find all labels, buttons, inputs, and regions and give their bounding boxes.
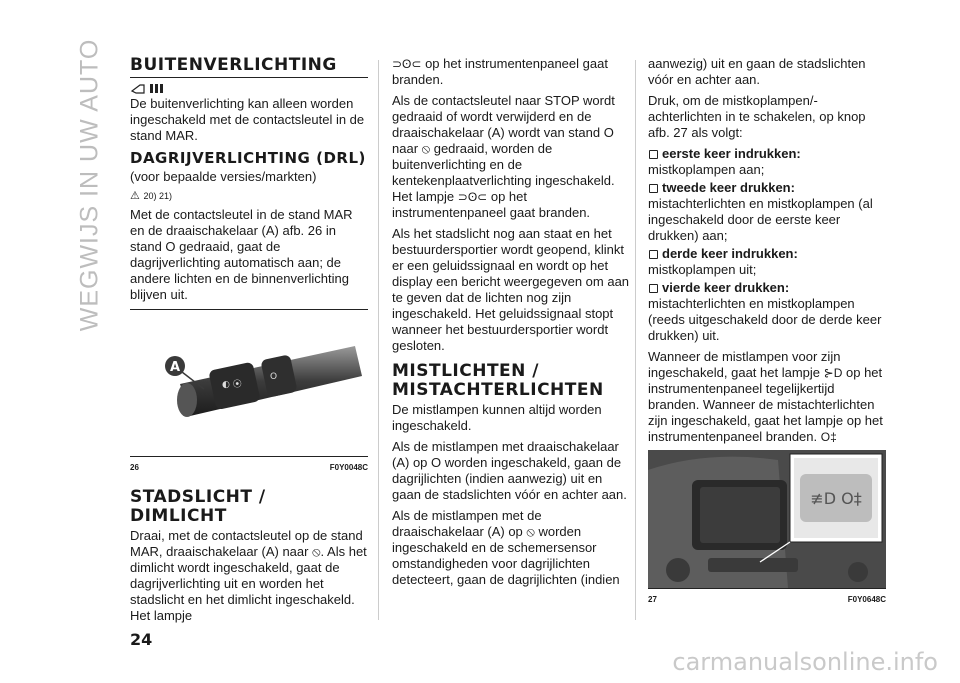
bullet-box-icon [649, 150, 658, 159]
figure-code: F0Y0648C [847, 595, 886, 604]
col3-p3b-text: op het instrumentenpaneel tegelijkertijd branden. Wanneer de mistachterlichten zijn ingeschakeld, gaat het lampje op het instrumentenpaneel branden. [648, 365, 883, 444]
figure-27-caption [648, 592, 886, 608]
section-title-drl: DAGRIJVERLICHTING (DRL) [130, 149, 366, 167]
bullet-box-icon [649, 284, 658, 293]
step-item [648, 280, 886, 344]
drl-warning-refs [130, 187, 368, 204]
drl-paragraph: Met de contactsleutel in de stand MAR en de draaischakelaar (A) afb. 26 in stand O gedraaid, gaat de dagrijverlichting automatisch aan; de andere lichten en de binnenverlichting blijven uit. [130, 207, 353, 302]
section-title-mistlichten: MISTLICHTEN / MISTACHTERLICHTEN [392, 361, 604, 400]
drl-subtitle: (voor bepaalde versies/markten) [130, 169, 317, 184]
figure-26-caption [130, 460, 368, 476]
step-text: mistkoplampen uit; [648, 262, 757, 277]
step-heading: derde keer indrukken: [662, 246, 798, 261]
section-title-buitenverlichting: BUITENVERLICHTING [130, 55, 337, 75]
col3-paragraph-3 [648, 349, 886, 445]
column-divider [635, 60, 636, 620]
step-item [648, 180, 886, 244]
svg-text:O: O [270, 372, 278, 382]
col2-paragraph-1 [392, 56, 630, 88]
bullet-box-icon [649, 250, 658, 259]
bullet-box-icon [649, 184, 658, 193]
side-section-tab [60, 40, 120, 330]
figure-27 [648, 450, 886, 588]
col3-p3-text: Wanneer de mistlampen voor zijn ingeschakeld, gaat het lampje [648, 349, 841, 380]
stalk-switch-image [130, 314, 368, 454]
callout-a: A [169, 360, 181, 375]
section-title-stadslicht: STADSLICHT / DIMLICHT [130, 487, 266, 526]
press-steps-list [648, 146, 886, 344]
watermark: carmanualsonline.info [672, 648, 938, 676]
step-heading: tweede keer drukken: [662, 180, 795, 195]
col2-p1-text: op het instrumentenpaneel gaat branden. [392, 56, 608, 87]
rear-fog-icon: O‡ [820, 430, 837, 444]
warning-icon: ⚠ [130, 190, 140, 202]
intro-paragraph: De buitenverlichting kan alleen worden ingeschakeld met de contactsleutel in de stand MAR. [130, 96, 365, 143]
col2-p2b-text: op het instrumentenpaneel gaat branden. [392, 189, 591, 220]
step-text: mistachterlichten en mistkoplampen (al ingeschakeld door de eerste keer drukken) aan; [648, 196, 873, 243]
title-rule [130, 77, 368, 78]
figure-bottom-rule [648, 588, 886, 589]
warning-refs-text: 20) 21) [143, 191, 173, 201]
step-item [648, 246, 886, 278]
step-heading: vierde keer drukken: [662, 280, 790, 295]
dashboard-panel-image [648, 450, 886, 588]
col2-paragraph-5: Als de mistlampen met draaischakelaar (A) op O worden ingeschakeld, gaan de dagrijlichten (indien aanwezig) uit en gaan de stadslichten vóór en achter aan. [392, 439, 627, 502]
col2-paragraph-2 [392, 93, 630, 221]
figure-code: F0Y0048C [329, 463, 368, 472]
step-heading: eerste keer indrukken: [662, 146, 801, 161]
step-text: mistkoplampen aan; [648, 162, 765, 177]
column-2 [392, 56, 630, 593]
stadslicht-paragraph: Draai, met de contactsleutel op de stand MAR, draaischakelaar (A) naar ⦸. Als het dimlicht wordt ingeschakeld, gaat de dagrijverlichting uit en worden het stadslicht en het dimlicht ingeschakeld. Het lampje [130, 528, 367, 623]
col2-paragraph-3: Als het stadslicht nog aan staat en het bestuurdersportier wordt geopend, klinkt er een geluidssignaal en wordt op het display een bericht weergegeven om aan te geven dat de lichten nog zijn ingeschakeld. Het geluidssignaal stopt wanneer het bestuurdersportier wordt gesloten. [392, 226, 630, 353]
col2-paragraph-6: Als de mistlampen met de draaischakelaar (A) op ⦸ worden ingeschakeld en de schemersensor omstandigheden voor dagrijlichten detecteert, gaan de dagrijlichten (indien [392, 508, 620, 587]
col3-paragraph-1: aanwezig) uit en gaan de stadslichten vóór en achter aan. [648, 56, 866, 87]
figure-top-rule [130, 309, 368, 310]
step-item [648, 146, 886, 178]
sidelight-icon: ⊃ʘ⊂ [392, 57, 422, 71]
col2-paragraph-4: De mistlampen kunnen altijd worden ingeschakeld. [392, 402, 602, 433]
column-1 [130, 56, 368, 629]
fog-button-icon: ≢D O‡ [810, 489, 862, 508]
headlight-icon [130, 81, 368, 95]
figure-26 [130, 314, 368, 454]
side-section-label: WEGWIJS IN UW AUTO [75, 38, 104, 332]
col3-paragraph-2: Druk, om de mistkoplampen/-achterlichten in te schakelen, op knop afb. 27 als volgt: [648, 93, 866, 140]
column-3 [648, 56, 886, 608]
page-number: 24 [130, 630, 153, 649]
column-divider [378, 60, 379, 620]
figure-bottom-rule [130, 456, 368, 457]
front-fog-icon: ⊱D [823, 366, 843, 380]
svg-text:◐ ⦿: ◐ ⦿ [222, 380, 242, 390]
step-text: mistachterlichten en mistkoplampen (reeds uitgeschakeld door de derde keer drukken) uit. [648, 296, 882, 343]
sidelight-icon: ⊃ʘ⊂ [457, 190, 488, 204]
col2-p2-text: Als de contactsleutel naar STOP wordt gedraaid of wordt verwijderd en de draaischakelaar (A) wordt van stand O naar ⦸ gedraaid, worden de buitenverlichting en de kentekenplaatverlichting ingeschakeld. Het lampje [392, 93, 615, 204]
figure-number: 26 [130, 463, 139, 472]
figure-number: 27 [648, 595, 657, 604]
